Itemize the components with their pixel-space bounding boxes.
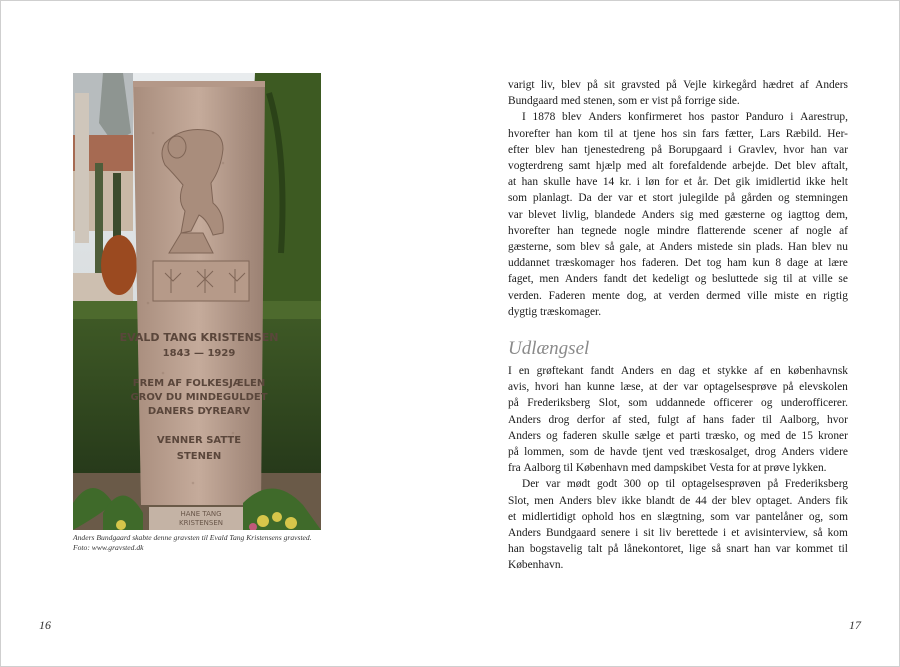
text-line: faget, men Anders fandt det kedeligt og besluttede sig til at ville se — [508, 273, 848, 286]
right-page — [450, 1, 899, 666]
paragraph-4 — [508, 476, 848, 573]
text-line: Anders Bundgaard senere i sit liv berettede i et avisinterview, så kom — [508, 527, 848, 540]
stone-inscription-1: FREM AF FOLKESJÆLEN — [132, 378, 266, 389]
paragraph-1 — [508, 77, 848, 109]
text-line: verden. Faderen mente dog, at verden dermed ville miste en rigtig — [508, 289, 848, 302]
caption-line: Anders Bundgaard skabte denne gravsten til Evald Tang Kristensens gravsted. — [73, 533, 312, 542]
text-line: på Frederiksberg Slot, som uddannede officerer og underofficerer. — [508, 397, 848, 410]
gravestone-photo — [73, 73, 321, 530]
text-line: København. — [508, 559, 564, 572]
text-line: uddannet træskomager hos faderen. Det tog ham kun 8 dage at lære — [508, 257, 848, 270]
text-line: Slot, men Anders blev ikke blandt de 44 der blev optaget. Anders fik — [508, 494, 848, 507]
text-line: dygtig træskomager. — [508, 305, 602, 318]
stone-years: 1843 — 1929 — [162, 348, 236, 359]
left-page — [1, 1, 450, 666]
text-line: efter blev han tjenestedreng på Borupgaard i Gravlev, hvor han var — [508, 143, 848, 156]
text-line: vogterdreng samt hjælp med alt forefaldende arbejde. Det blev aftalt, — [508, 160, 848, 173]
base-text-2: KRISTENSEN — [179, 519, 223, 527]
text-line: på lommen, som de havde tjent ved træskosalget, drog Anders videre — [508, 446, 848, 459]
page-number-right: 17 — [849, 618, 861, 632]
page-number-left: 16 — [39, 618, 51, 632]
text-line: et midlertidigt ophold hos en slægtning, som var pantelåner og, som — [508, 510, 848, 523]
text-line: I en grøftekant fandt Anders en dag et stykke af en københavnsk — [508, 365, 848, 378]
stone-dedication-1: VENNER SATTE — [156, 435, 242, 446]
paragraph-2 — [508, 109, 848, 320]
text-line: fra Aalborg til København med dampskibet Vesta for at prøve lykken. — [508, 462, 827, 475]
text-line: Der var mødt godt 300 op til optagelsesprøven på Frederiksberg — [522, 478, 848, 491]
text-line: avis, hvori han kunne læse, at der var optagelsesprøve på elevskolen — [508, 381, 848, 394]
text-line: I 1878 blev Anders konfirmeret hos pastor Panduro i Aarestrup, — [522, 111, 848, 124]
text-line: varigt liv, blev på sit gravsted på Vejle kirkegård hædret af Anders — [508, 79, 848, 91]
text-line: at han skulle have 14 kr. i løn for et år. Det gik imidlertid ikke helt — [508, 176, 848, 189]
stone-name: EVALD TANG KRISTENSEN — [119, 331, 279, 344]
gravestone-image — [73, 73, 321, 530]
section-heading: Udlængsel — [508, 338, 590, 360]
text-line: hvorefter han kom til at tjene hos sin fars fætter, Lars Ræbild. Her- — [508, 127, 848, 140]
text-column — [508, 77, 848, 574]
text-line: gæsterne, som blev så gale, at Anders mistede sin plads. Han blev nu — [508, 241, 848, 254]
stone-dedication-2: STENEN — [176, 451, 222, 462]
stone-inscription-3: DANERS DYREARV — [147, 406, 251, 417]
text-line: Anders og faderen skulle sælge et parti træsko, og med de 15 kroner — [508, 429, 848, 442]
base-text-1: HANE TANG — [180, 510, 222, 518]
text-line: som planlagt. Da der var et stort julegilde på gården og stemningen — [508, 192, 848, 205]
text-line: han bogstavelig talt på lånekontoret, lige så snart han var kommet til — [508, 543, 848, 556]
text-line: Anders drog derfor af sted, fulgt af hans fader til Aalborg, hvor — [508, 413, 848, 426]
text-line: Bundgaard med stenen, som er vist på forrige side. — [508, 95, 740, 108]
photo-caption — [73, 533, 333, 553]
text-line: var blevet livlig, blandede Anders sig med gæsterne og iagttog dem, — [508, 208, 848, 221]
caption-credit: Foto: www.gravsted.dk — [73, 543, 144, 552]
paragraph-3 — [508, 363, 848, 476]
stone-inscription-2: GROV DU MINDEGULDET — [130, 392, 268, 403]
text-line: hvorefter han tegnede nogle mindre flatterende scener af nogle af — [508, 224, 848, 237]
